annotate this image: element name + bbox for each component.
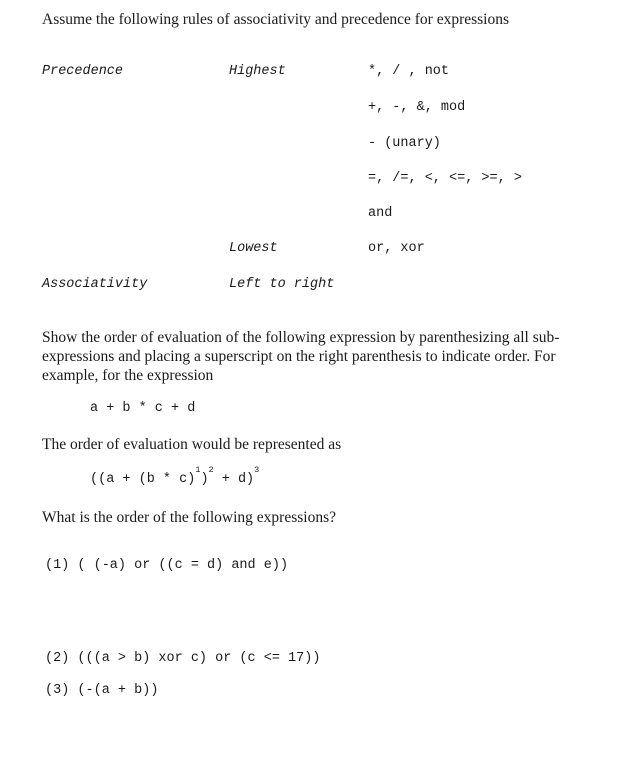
example-result-part: ) (200, 472, 209, 487)
order-text: The order of evaluation would be represented as (42, 436, 342, 453)
example-result (90, 465, 260, 487)
associativity-value: Left to right (229, 277, 335, 292)
precedence-level: - (unary) (368, 136, 441, 151)
precedence-level: =, /=, <, <=, >=, > (368, 171, 522, 186)
example-result-part: ((a + (b * c) (90, 472, 196, 487)
precedence-label: Precedence (42, 64, 124, 79)
exercise-item: (3) (-(a + b)) (45, 683, 159, 698)
precedence-level: and (368, 206, 393, 221)
precedence-level: *, / , not (368, 64, 450, 79)
question-text: What is the order of the following expressions? (42, 509, 336, 526)
order-superscript: 3 (254, 465, 260, 475)
highest-label: Highest (229, 64, 286, 79)
instructions-paragraph: Show the order of evaluation of the following expression by parenthesizing all sub-expressions and placing a superscript on the right parenthesis to indicate order. For example, for the expression (42, 329, 560, 384)
example-expression: a + b * c + d (90, 401, 196, 416)
lowest-label: Lowest (229, 241, 278, 256)
example-result-part: + d) (213, 472, 255, 487)
exercise-item: (1) ( (-a) or ((c = d) and e)) (45, 558, 289, 573)
intro-text: Assume the following rules of associativity and precedence for expressions (42, 11, 510, 28)
exercise-item: (2) (((a > b) xor c) or (c <= 17)) (45, 651, 321, 666)
precedence-level: or, xor (368, 241, 425, 256)
associativity-label: Associativity (42, 277, 148, 292)
order-superscript: 2 (208, 465, 214, 475)
precedence-level: +, -, &, mod (368, 100, 466, 115)
order-superscript: 1 (195, 465, 201, 475)
